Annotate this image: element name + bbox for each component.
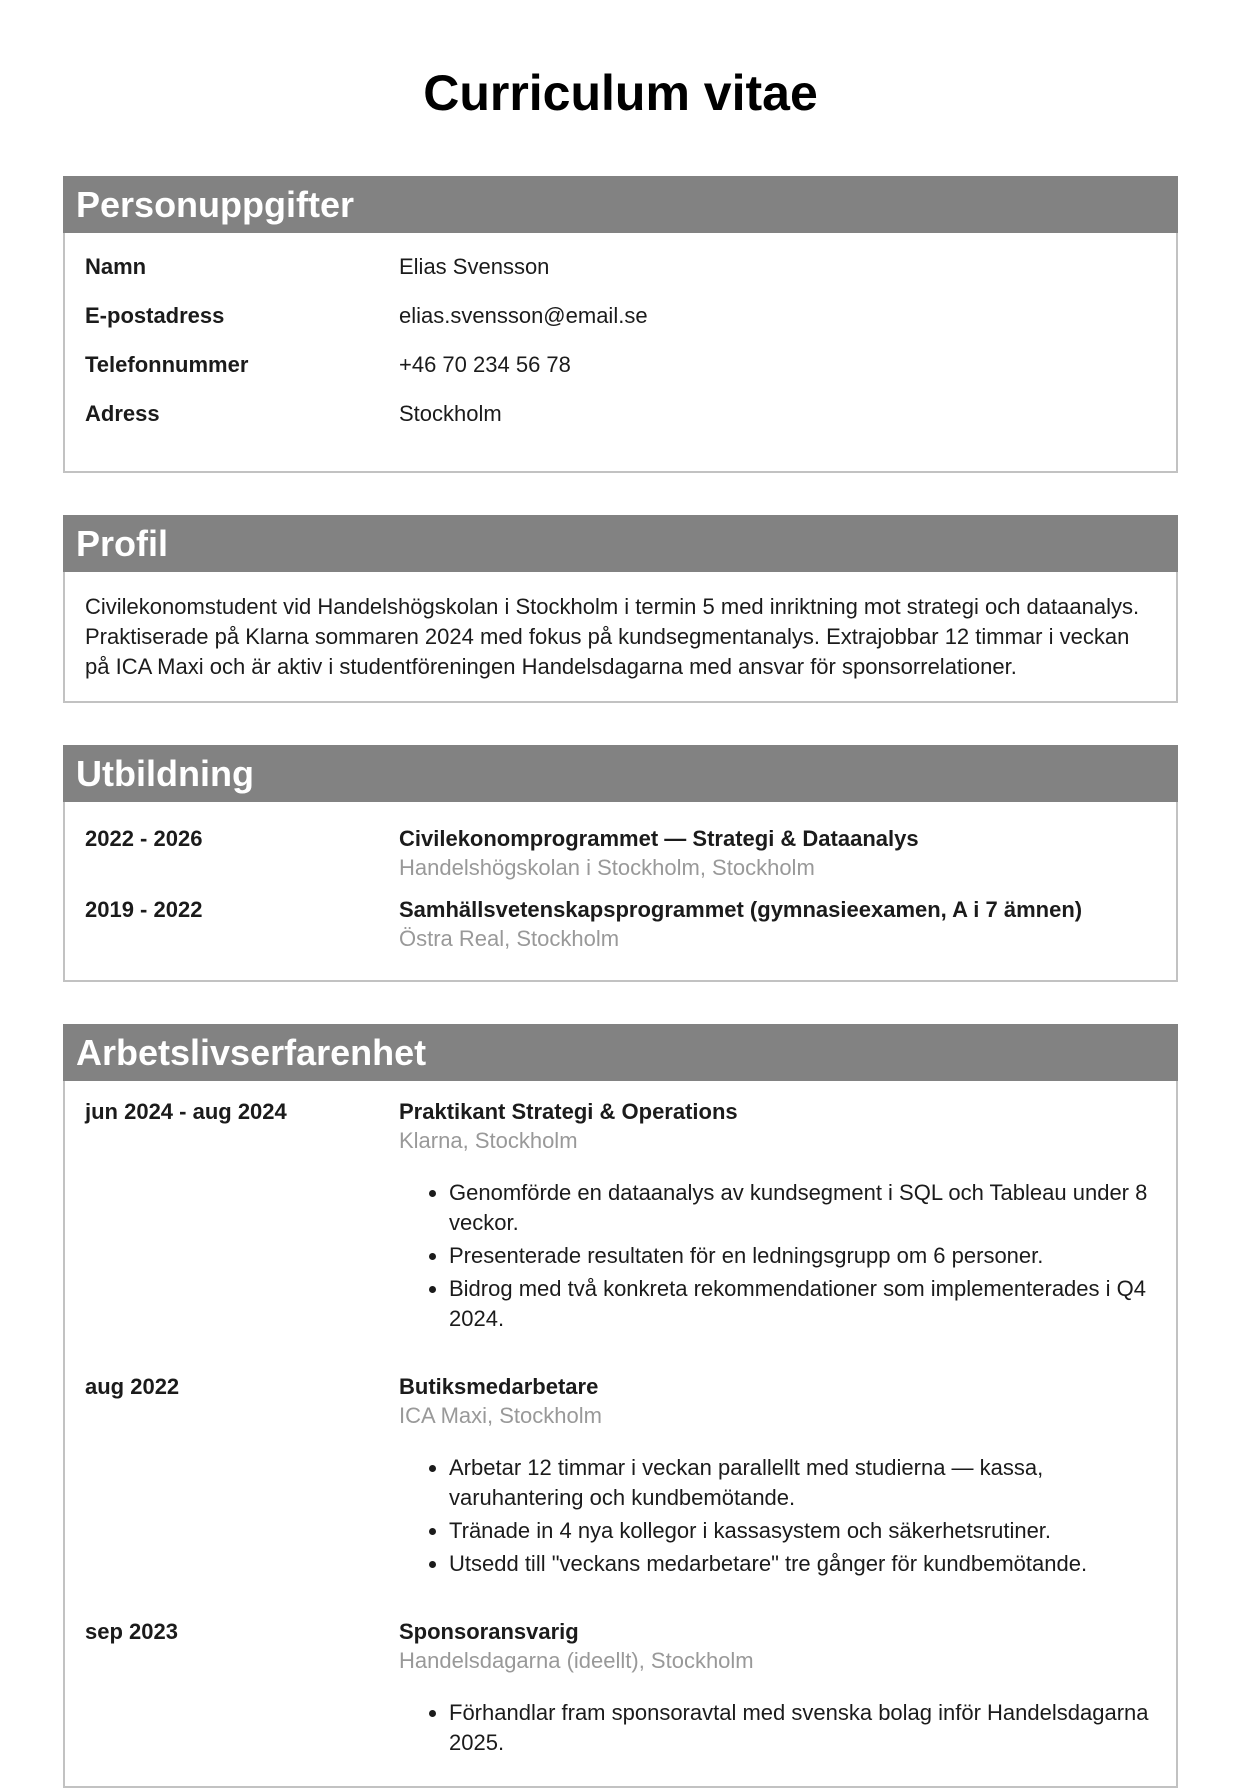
bullet-item: • Genomförde en dataanalys av kundsegment i SQL och Tableau under 8 veckor. (449, 1178, 1152, 1238)
entry-subtitle: ICA Maxi, Stockholm (399, 1403, 602, 1428)
entry-subtitle: Klarna, Stockholm (399, 1128, 578, 1153)
experience-entry (85, 1619, 1152, 1758)
entry-title: Samhällsvetenskapsprogrammet (gymnasieexamen, A i 7 ämnen) (399, 897, 1083, 922)
entry-title: Praktikant Strategi & Operations (399, 1099, 738, 1124)
entry-main (399, 1374, 1152, 1579)
section-heading-education: Utbildning (63, 745, 1178, 802)
profile-text: Civilekonomstudent vid Handelshögskolan i Stockholm i termin 5 med inriktning mot strategi och dataanalys. Praktiserade på Klarna sommaren 2024 med fokus på kundsegmentanalys. Extrajobbar 12 timmar i veckan på ICA Maxi och är aktiv i studentföreningen Handelsdagarna med ansvar för sponsorrelationer. (85, 594, 1140, 679)
section-body-experience (63, 1081, 1178, 1788)
section-education (63, 745, 1178, 982)
entry-main (399, 1099, 1152, 1334)
section-heading-profile: Profil (63, 515, 1178, 572)
bullet-item: • Utsedd till "veckans medarbetare" tre gånger för kundbemötande. (449, 1549, 1152, 1579)
section-body-profile (63, 572, 1178, 703)
education-entry (85, 826, 1152, 881)
section-personal (63, 176, 1178, 473)
field-label: Namn (85, 254, 147, 279)
field-value: +46 70 234 56 78 (399, 352, 571, 377)
entry-subtitle: Östra Real, Stockholm (399, 926, 620, 951)
entry-title: Sponsoransvarig (399, 1619, 579, 1644)
field-value: Stockholm (399, 401, 502, 426)
experience-entry (85, 1374, 1152, 1579)
field-row-address (85, 401, 1152, 427)
section-heading-experience: Arbetslivserfarenhet (63, 1024, 1178, 1081)
section-body-personal (63, 233, 1178, 473)
field-row-phone (85, 352, 1152, 378)
field-value: elias.svensson@email.se (399, 303, 648, 328)
entry-main (399, 1619, 1152, 1758)
entry-period: 2022 - 2026 (85, 826, 203, 851)
section-experience (63, 1024, 1178, 1788)
entry-period: aug 2022 (85, 1374, 180, 1399)
field-label: E-postadress (85, 303, 225, 328)
bullet-item: • Bidrog med två konkreta rekommendationer som implementerades i Q4 2024. (449, 1274, 1152, 1334)
entry-period: sep 2023 (85, 1619, 178, 1644)
bullet-item: • Arbetar 12 timmar i veckan parallellt med studierna — kassa, varuhantering och kundbemötande. (449, 1453, 1152, 1513)
entry-title: Civilekonomprogrammet — Strategi & Dataanalys (399, 826, 919, 851)
entry-subtitle: Handelsdagarna (ideellt), Stockholm (399, 1648, 754, 1673)
field-row-name (85, 254, 1152, 280)
experience-entry (85, 1099, 1152, 1334)
page-title: Curriculum vitae (423, 65, 818, 121)
bullet-item: • Förhandlar fram sponsoravtal med svenska bolag inför Handelsdagarna 2025. (449, 1698, 1152, 1758)
bullet-item: • Tränade in 4 nya kollegor i kassasystem och säkerhetsrutiner. (449, 1516, 1152, 1546)
entry-bullet-list (399, 1453, 1152, 1579)
section-body-education (63, 802, 1178, 982)
field-label: Adress (85, 401, 160, 426)
entry-bullet-list (399, 1698, 1152, 1758)
entry-period: jun 2024 - aug 2024 (85, 1099, 287, 1124)
entry-main (399, 826, 1152, 881)
entry-period: 2019 - 2022 (85, 897, 203, 922)
field-value: Elias Svensson (399, 254, 550, 279)
bullet-item: • Presenterade resultaten för en ledningsgrupp om 6 personer. (449, 1241, 1152, 1271)
section-profile (63, 515, 1178, 703)
field-label: Telefonnummer (85, 352, 249, 377)
entry-title: Butiksmedarbetare (399, 1374, 599, 1399)
education-entry (85, 897, 1152, 952)
field-row-email (85, 303, 1152, 329)
entry-subtitle: Handelshögskolan i Stockholm, Stockholm (399, 855, 815, 880)
entry-bullet-list (399, 1178, 1152, 1334)
entry-main (399, 897, 1152, 952)
section-heading-personal: Personuppgifter (63, 176, 1178, 233)
